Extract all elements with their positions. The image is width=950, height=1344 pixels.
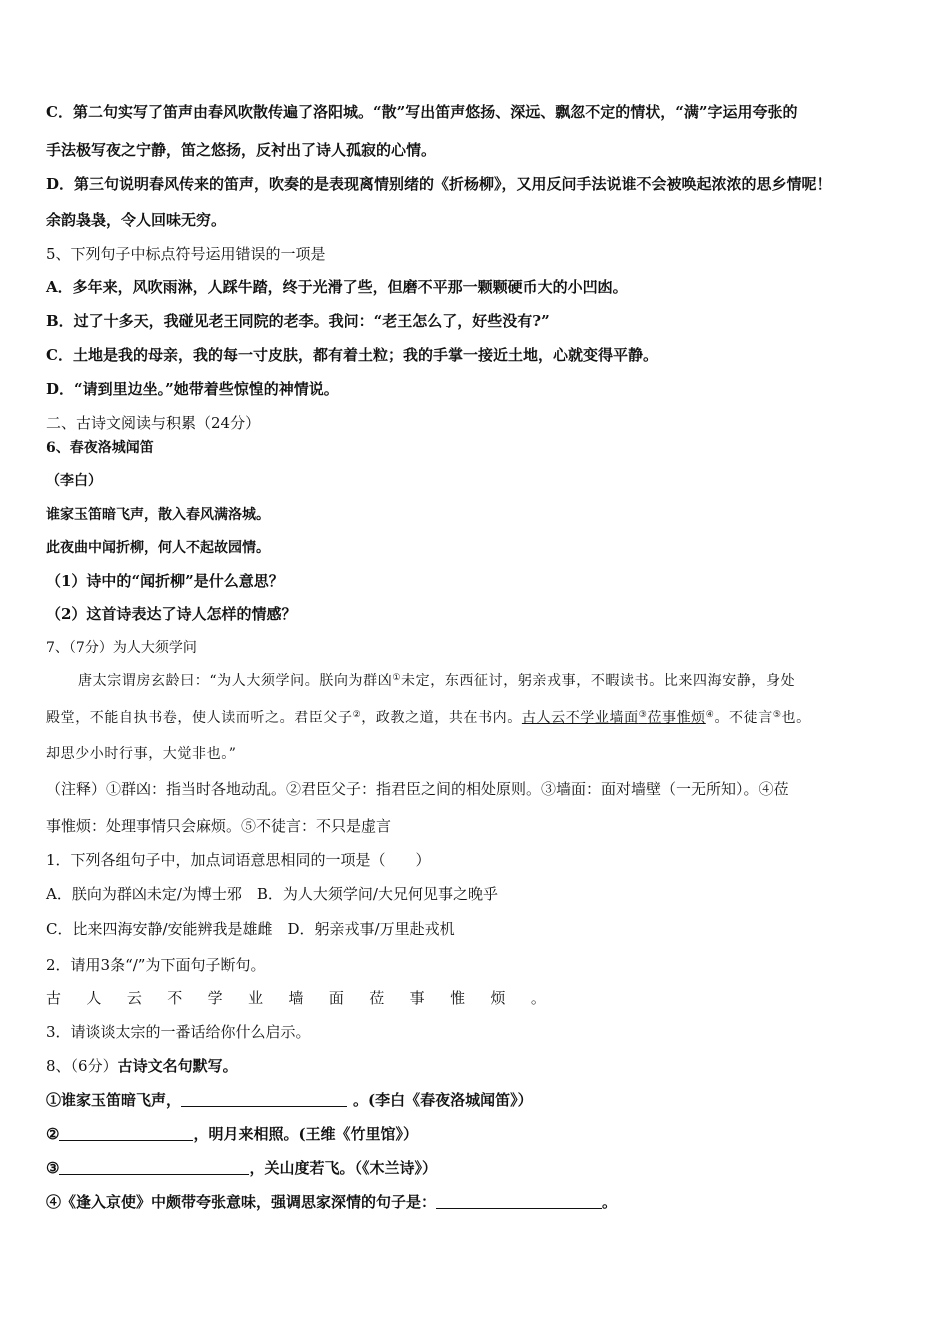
sentence-char: 业: [248, 989, 264, 1007]
answer-blank-1[interactable]: [181, 1091, 347, 1107]
q7-notes-line1: （注释）①群凶：指当时各地动乱。②君臣父子：指君臣之间的相处原则。③墙面：面对墙壁（一无所知）。④莅: [46, 780, 789, 798]
q5-option-b: B．过了十多天，我碰见老王同院的老李。我问：“老王怎么了，好些没有?”: [46, 312, 550, 330]
sentence-char: 面: [328, 989, 344, 1007]
q4-option-d-line1: D．第三句说明春风传来的笛声，吹奏的是表现离情别绪的《折杨柳》，又用反问手法说谁不会被唤起浓浓的思乡情呢！: [46, 175, 832, 193]
q7-sub2: 2．请用3条“/”为下面句子断句。: [46, 956, 266, 974]
underlined-sentence: 古人云不学业墙面③莅事惟烦: [521, 710, 706, 726]
sentence-char: 惟: [450, 989, 466, 1007]
sentence-char: 莅: [369, 989, 385, 1007]
answer-blank-2[interactable]: [59, 1125, 193, 1141]
q5-option-d: D．“请到里边坐。”她带着些惊惶的神情说。: [46, 380, 339, 398]
sentence-char: 墙: [288, 989, 304, 1007]
sentence-char: 不: [167, 989, 183, 1007]
q4-option-c-line1: C．第二句实写了笛声由春风吹散传遍了洛阳城。“散”写出笛声悠扬、深远、飘忽不定的情状，“满”字运用夸张的: [46, 103, 798, 121]
q6-poem-line1: 谁家玉笛暗飞声，散入春风满洛城。: [46, 507, 270, 523]
q5-stem: 5、下列句子中标点符号运用错误的一项是: [46, 245, 326, 263]
sentence-char: 事: [409, 989, 425, 1007]
q7-options-ab: A．朕向为群凶未定/为博士邪 B．为人大须学问/大兄何见事之晚乎: [46, 885, 498, 903]
sentence-to-punctuate: [46, 988, 546, 1008]
q7-passage-line1: 唐太宗谓房玄龄曰：“为人大须学问。朕向为群凶①未定，东西征讨，躬亲戎事，不暇读书。比来四海安静，身处: [78, 673, 796, 689]
q7-sub3: 3．请谈谈太宗的一番话给你什么启示。: [46, 1023, 311, 1041]
note-mark-3: ③: [638, 710, 648, 720]
q8-title: 8、（6分）古诗文名句默写。: [46, 1057, 238, 1075]
q4-option-d-line2: 余韵袅袅，令人回味无穷。: [46, 211, 227, 229]
q6-poem-line2: 此夜曲中闻折柳，何人不起故园情。: [46, 540, 270, 556]
sentence-char: 学: [207, 989, 223, 1007]
sentence-char: 古: [46, 989, 62, 1007]
q6-sub2: （2）这首诗表达了诗人怎样的情感？: [46, 605, 297, 623]
note-mark-2: ②: [352, 710, 362, 720]
q7-options-cd: C．比来四海安静/安能辨我是雄雌 D．躬亲戎事/万里赴戎机: [46, 920, 455, 938]
q6-author: （李白）: [46, 473, 102, 489]
sentence-char: 。: [530, 989, 546, 1007]
note-mark-4: ④: [705, 710, 715, 720]
q7-passage-line2: 殿堂，不能自执书卷，使人读而听之。君臣父子②，政教之道，共在书内。古人云不学业墙面③莅事惟烦④。不徒言⑤也。: [46, 710, 811, 726]
q8-item4: ④《逢入京使》中颇带夸张意味，强调思家深情的句子是： 。: [46, 1193, 618, 1211]
q5-option-c: C．土地是我的母亲，我的每一寸皮肤，都有着土粒；我的手掌一接近土地，心就变得平静。: [46, 346, 658, 364]
q4-option-c-line2: 手法极写夜之宁静，笛之悠扬，反衬出了诗人孤寂的心情。: [46, 141, 437, 159]
answer-blank-4[interactable]: [436, 1193, 602, 1209]
q5-option-a: A．多年来，风吹雨淋，人踩牛踏，终于光滑了些，但磨不平那一颗颗硬币大的小凹凼。: [46, 278, 628, 296]
sentence-char: 云: [126, 989, 142, 1007]
q8-item1: ①谁家玉笛暗飞声， 。(李白《春夜洛城闻笛》）: [46, 1091, 533, 1109]
q7-passage-line3: 却思少小时行事，大觉非也。”: [46, 746, 237, 762]
q8-item3: ③ ，关山度若飞。（《木兰诗》）: [46, 1159, 437, 1177]
q7-title: 7、（7分）为人大须学问: [46, 640, 197, 656]
q6-title: 6、春夜洛城闻笛: [46, 440, 154, 456]
sentence-char: 烦: [490, 989, 506, 1007]
section2-heading: 二、古诗文阅读与积累（24分）: [46, 414, 261, 432]
q8-item2: ② ，明月来相照。(王维《竹里馆》）: [46, 1125, 419, 1143]
q7-notes-line2: 事惟烦：处理事情只会麻烦。⑤不徒言：不只是虚言: [46, 817, 392, 835]
q7-sub1: 1．下列各组句子中，加点词语意思相同的一项是（ ）: [46, 851, 431, 869]
note-mark-5: ⑤: [772, 710, 782, 720]
sentence-char: 人: [86, 989, 102, 1007]
note-mark-1: ①: [392, 673, 402, 683]
q6-sub1: （1）诗中的“闻折柳”是什么意思？: [46, 572, 284, 590]
answer-blank-3[interactable]: [59, 1159, 249, 1175]
